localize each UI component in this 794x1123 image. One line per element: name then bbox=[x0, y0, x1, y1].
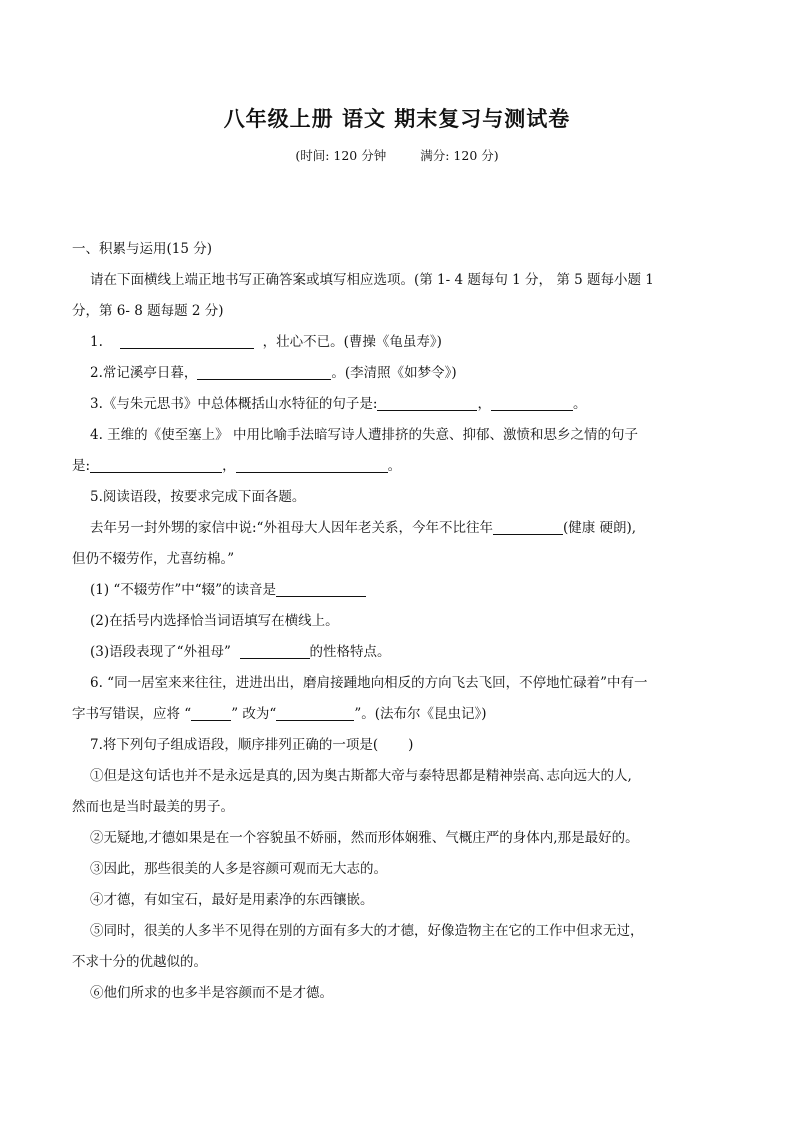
question-text: (1) “不辍劳作”中“辍”的读音是 bbox=[90, 582, 277, 598]
total-score: 满分: 120 分) bbox=[420, 148, 499, 163]
reading-passage bbox=[72, 513, 672, 544]
sub-question-2: (2)在括号内选择恰当词语填写在横线上。 bbox=[90, 613, 339, 629]
option-4: ④才德，有如宝石，最好是用素净的东西镶嵌。 bbox=[90, 892, 374, 908]
question-text: 2.常记溪亭日暮， bbox=[90, 365, 198, 381]
word-choices: (健康 硬朗), bbox=[562, 520, 637, 536]
answer-blank[interactable] bbox=[120, 334, 254, 349]
option-1: ①但是这句话也并不是永远是真的,因为奥古斯都大帝与泰特思都是精神崇高､志向远大的人, bbox=[90, 768, 632, 784]
option-1-cont: 然而也是当时最美的男子。 bbox=[72, 799, 234, 815]
section-accumulation bbox=[72, 234, 672, 1009]
question-4-answer bbox=[72, 451, 672, 482]
question-text: 。 bbox=[387, 458, 402, 474]
answer-blank[interactable] bbox=[493, 520, 563, 535]
question-number: 1. bbox=[90, 334, 103, 350]
answer-blank[interactable] bbox=[197, 365, 331, 380]
question-text: (3)语段表现了“外祖母” bbox=[90, 644, 231, 660]
option-5: ⑤同时，很美的人多半不见得在别的方面有多大的才德，好像造物主在它的工作中但求无过， bbox=[90, 923, 644, 939]
instruction-line: 分，第 6- 8 题每题 2 分) bbox=[72, 303, 224, 319]
question-text: ”。(法布尔《昆虫记》) bbox=[354, 706, 487, 722]
question-text: ” 改为“ bbox=[231, 706, 277, 722]
question-text: ，壮心不已。(曹操《龟虽寿》) bbox=[262, 334, 442, 350]
question-2 bbox=[72, 358, 672, 389]
question-6: 6. “同一居室来来往往，进进出出，磨肩接踵地向相反的方向飞去飞回，不停地忙碌着”中有一 bbox=[90, 675, 648, 691]
question-text: 7.将下列句子组成语段，顺序排列正确的一项是( bbox=[90, 737, 379, 753]
option-2: ②无疑地,才德如果是在一个容貌虽不娇丽，然而形体娴雅、气概庄严的身体内,那是最好的。 bbox=[90, 830, 639, 846]
answer-blank[interactable] bbox=[240, 644, 310, 659]
question-1 bbox=[72, 327, 672, 358]
question-text: ， bbox=[477, 396, 491, 412]
question-4: 4. 王维的《使至塞上》 中用比喻手法暗写诗人遭排挤的失意、抑郁、激愤和思乡之情的句子 bbox=[90, 427, 638, 443]
time-limit: (时间: 120 分钟 bbox=[295, 148, 387, 163]
question-6-answer bbox=[72, 699, 672, 730]
question-text: 字书写错误，应将 “ bbox=[72, 706, 192, 722]
reading-passage-cont: 但仍不辍劳作，尤喜纺棉。” bbox=[72, 551, 235, 567]
answer-blank[interactable] bbox=[276, 582, 366, 597]
question-text: ) bbox=[408, 737, 414, 753]
answer-blank[interactable] bbox=[90, 458, 222, 473]
question-7 bbox=[72, 730, 672, 761]
option-6: ⑥他们所求的也多半是容颜而不是才德。 bbox=[90, 985, 333, 1001]
answer-blank[interactable] bbox=[236, 458, 388, 473]
exam-info bbox=[0, 146, 794, 164]
answer-blank[interactable] bbox=[491, 396, 573, 411]
section-heading: 一、积累与运用(15 分) bbox=[72, 241, 213, 257]
question-text: ， bbox=[222, 458, 236, 474]
question-text: 3.《与朱元思书》中总体概括山水特征的句子是: bbox=[90, 396, 378, 412]
instruction-line: 请在下面横线上端正地书写正确答案或填写相应选项。(第 1- 4 题每句 1 分， 第 5 题每小题 1 bbox=[90, 272, 654, 288]
question-text: 。(李清照《如梦令》) bbox=[331, 365, 457, 381]
passage-text: 去年另一封外甥的家信中说:“外祖母大人因年老关系，今年不比往年 bbox=[90, 520, 493, 536]
sub-question-3 bbox=[72, 637, 672, 668]
question-text: 的性格特点。 bbox=[309, 644, 391, 660]
question-5: 5.阅读语段，按要求完成下面各题。 bbox=[90, 489, 306, 505]
option-5-cont: 不求十分的优越似的。 bbox=[72, 954, 207, 970]
answer-blank[interactable] bbox=[276, 706, 354, 721]
answer-blank[interactable] bbox=[377, 396, 477, 411]
question-text: 。 bbox=[572, 396, 587, 412]
answer-blank[interactable] bbox=[191, 706, 231, 721]
question-3 bbox=[72, 389, 672, 420]
option-3: ③因此，那些很美的人多是容颜可观而无大志的。 bbox=[90, 861, 387, 877]
page-title: 八年级上册 语文 期末复习与测试卷 bbox=[223, 107, 571, 131]
question-text: 是: bbox=[72, 458, 91, 474]
sub-question-1 bbox=[72, 575, 672, 606]
